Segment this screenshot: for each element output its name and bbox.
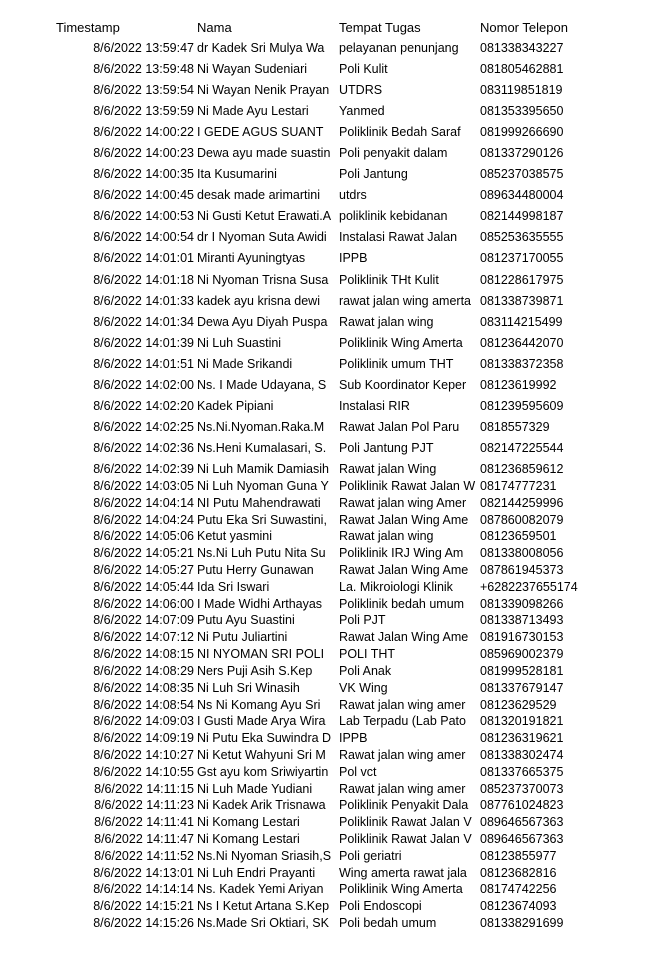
cell-nama: I Made Widhi Arthayas bbox=[197, 597, 323, 611]
cell-tempat-tugas: Poli geriatri bbox=[339, 849, 402, 863]
header-timestamp: Timestamp bbox=[56, 20, 120, 35]
cell-nama: Putu Herry Gunawan bbox=[197, 563, 314, 577]
cell-nama: Gst ayu kom Sriwiyartin bbox=[197, 765, 329, 779]
cell-nama: Ni Made Srikandi bbox=[197, 357, 293, 371]
cell-tempat-tugas: POLI THT bbox=[339, 647, 396, 661]
cell-tempat-tugas: UTDRS bbox=[339, 83, 383, 97]
cell-nama: Ni Luh Mamik Damiasih bbox=[197, 462, 329, 476]
cell-nomor-telepon: 081337679147 bbox=[480, 681, 564, 695]
cell-timestamp: 8/6/2022 14:08:54 bbox=[93, 698, 194, 712]
cell-nomor-telepon: 082144998187 bbox=[480, 209, 564, 223]
cell-nama: Ns. I Made Udayana, S bbox=[197, 378, 327, 392]
cell-timestamp: 8/6/2022 14:11:47 bbox=[94, 832, 194, 846]
cell-nomor-telepon: 081999266690 bbox=[480, 125, 564, 139]
cell-timestamp: 8/6/2022 14:05:27 bbox=[93, 563, 194, 577]
cell-nama: Ni Luh Nyoman Guna Y bbox=[197, 479, 329, 493]
cell-nomor-telepon: 085237038575 bbox=[480, 167, 564, 181]
cell-nama: dr Kadek Sri Mulya Wa bbox=[197, 41, 325, 55]
cell-tempat-tugas: Poli Kulit bbox=[339, 62, 388, 76]
cell-timestamp: 8/6/2022 14:02:00 bbox=[93, 378, 194, 392]
cell-nomor-telepon: 085253635555 bbox=[480, 230, 564, 244]
cell-nomor-telepon: 081338739871 bbox=[480, 294, 564, 308]
cell-tempat-tugas: Rawat jalan wing amer bbox=[339, 698, 466, 712]
cell-nama: Ns.Ni.Nyoman.Raka.M bbox=[197, 420, 325, 434]
cell-timestamp: 8/6/2022 14:11:23 bbox=[94, 798, 194, 812]
cell-nomor-telepon: 08185573​29 bbox=[480, 420, 550, 434]
cell-tempat-tugas: utdrs bbox=[339, 188, 367, 202]
cell-nomor-telepon: 083119851819 bbox=[480, 83, 563, 97]
header-nama: Nama bbox=[197, 20, 232, 35]
cell-timestamp: 8/6/2022 14:15:21 bbox=[93, 899, 194, 913]
cell-nomor-telepon: 087861945373 bbox=[480, 563, 564, 577]
cell-nama: Dewa ayu made suastin bbox=[197, 146, 331, 160]
cell-nomor-telepon: 087761024823 bbox=[480, 798, 564, 812]
cell-tempat-tugas: Pol vct bbox=[339, 765, 377, 779]
cell-nama: Ni Putu Juliartini bbox=[197, 630, 288, 644]
header-tempat-tugas: Tempat Tugas bbox=[339, 20, 421, 35]
cell-nama: Ni Kadek Arik Trisnawa bbox=[197, 798, 326, 812]
cell-nomor-telepon: 083114215499 bbox=[480, 315, 563, 329]
cell-nama: Dewa Ayu Diyah Puspa bbox=[197, 315, 328, 329]
cell-tempat-tugas: poliklinik kebidanan bbox=[339, 209, 448, 223]
cell-nama: Ni Luh Sri Winasih bbox=[197, 681, 300, 695]
cell-timestamp: 8/6/2022 14:08:35 bbox=[93, 681, 194, 695]
cell-timestamp: 8/6/2022 13:59:48 bbox=[93, 62, 194, 76]
cell-timestamp: 8/6/2022 14:10:55 bbox=[93, 765, 194, 779]
cell-nomor-telepon: 081339098266 bbox=[480, 597, 564, 611]
cell-timestamp: 8/6/2022 14:03:05 bbox=[93, 479, 194, 493]
cell-timestamp: 8/6/2022 14:01:34 bbox=[93, 315, 194, 329]
cell-timestamp: 8/6/2022 14:00:22 bbox=[93, 125, 194, 139]
cell-tempat-tugas: IPPB bbox=[339, 251, 368, 265]
cell-tempat-tugas: Poliklinik Rawat Jalan W bbox=[339, 479, 476, 493]
cell-nama: Ni Wayan Sudeniari bbox=[197, 62, 308, 76]
cell-timestamp: 8/6/2022 14:04:24 bbox=[93, 513, 194, 527]
cell-timestamp: 8/6/2022 14:08:15 bbox=[93, 647, 194, 661]
cell-nama: Ni Ketut Wahyuni Sri M bbox=[197, 748, 326, 762]
cell-tempat-tugas: Rawat jalan wing amer bbox=[339, 748, 466, 762]
cell-nomor-telepon: 08123855977 bbox=[480, 849, 557, 863]
cell-tempat-tugas: Poli Jantung bbox=[339, 167, 408, 181]
cell-nomor-telepon: 08123631​9621 bbox=[480, 731, 564, 745]
cell-tempat-tugas: Rawat jalan Wing bbox=[339, 462, 437, 476]
cell-nama: Ni Luh Suastini bbox=[197, 336, 282, 350]
cell-nama: Ni Komang Lestari bbox=[197, 815, 300, 829]
cell-timestamp: 8/6/2022 14:02:39 bbox=[93, 462, 194, 476]
cell-timestamp: 8/6/2022 14:04:14 bbox=[93, 496, 194, 510]
cell-tempat-tugas: Poliklinik THt Kulit bbox=[339, 273, 439, 287]
cell-timestamp: 8/6/2022 14:02:20 bbox=[93, 399, 194, 413]
cell-timestamp: 8/6/2022 14:09:19 bbox=[93, 731, 194, 745]
cell-timestamp: 8/6/2022 14:01:18 bbox=[93, 273, 194, 287]
cell-nama: Putu Eka Sri Suwastini, bbox=[197, 513, 327, 527]
cell-nomor-telepon: 08123619992 bbox=[480, 378, 557, 392]
cell-tempat-tugas: Instalasi RIR bbox=[339, 399, 410, 413]
cell-nomor-telepon: 081338291699 bbox=[480, 916, 564, 930]
cell-nomor-telepon: 089646567363 bbox=[480, 832, 564, 846]
cell-nomor-telepon: 089646567363 bbox=[480, 815, 564, 829]
cell-nama: Ida Sri Iswari bbox=[197, 580, 270, 594]
cell-timestamp: 8/6/2022 14:09:03 bbox=[93, 714, 194, 728]
cell-timestamp: 8/6/2022 14:01:39 bbox=[93, 336, 194, 350]
cell-nama: Ns.Made Sri Oktiari, SK bbox=[197, 916, 329, 930]
cell-nama: Ni Nyoman Trisna Susa bbox=[197, 273, 329, 287]
cell-tempat-tugas: Poli Jantung PJT bbox=[339, 441, 434, 455]
cell-tempat-tugas: Rawat jalan wing amer bbox=[339, 782, 466, 796]
cell-nama: Ni Gusti Ketut Erawati.A bbox=[197, 209, 332, 223]
cell-nama: Ners Puji Asih S.Kep bbox=[197, 664, 313, 678]
cell-nomor-telepon: 081916730153 bbox=[480, 630, 564, 644]
cell-nama: desak made arimartini bbox=[197, 188, 320, 202]
cell-tempat-tugas: Rawat Jalan Wing Ame bbox=[339, 630, 469, 644]
header-nomor-telepon: Nomor Telepon bbox=[480, 20, 568, 35]
cell-nama: Ns Ni Komang Ayu Sri bbox=[197, 698, 321, 712]
cell-timestamp: 8/6/2022 14:00:53 bbox=[93, 209, 194, 223]
cell-timestamp: 8/6/2022 14:07:09 bbox=[93, 613, 194, 627]
cell-nama: Putu Ayu Suastini bbox=[197, 613, 295, 627]
cell-timestamp: 8/6/2022 13:59:54 bbox=[93, 83, 194, 97]
cell-tempat-tugas: Wing amerta rawat jala bbox=[339, 866, 467, 880]
cell-nomor-telepon: 081237170055 bbox=[480, 251, 564, 265]
cell-timestamp: 8/6/2022 14:14:14 bbox=[93, 882, 194, 896]
cell-timestamp: 8/6/2022 14:00:54 bbox=[93, 230, 194, 244]
cell-nomor-telepon: 081236442070 bbox=[480, 336, 564, 350]
cell-timestamp: 8/6/2022 13:59:59 bbox=[93, 104, 194, 118]
cell-timestamp: 8/6/2022 14:01:51 bbox=[93, 357, 194, 371]
cell-nama: kadek ayu krisna dewi bbox=[197, 294, 320, 308]
cell-nama: Ni Komang Lestari bbox=[197, 832, 300, 846]
cell-tempat-tugas: pelayanan penunjang bbox=[339, 41, 459, 55]
cell-tempat-tugas: Poliklinik IRJ Wing Am bbox=[339, 546, 464, 560]
cell-nama: Ni Made Ayu Lestari bbox=[197, 104, 309, 118]
cell-nama: Ni Putu Eka Suwindra D bbox=[197, 731, 332, 745]
cell-timestamp: 8/6/2022 14:02:25 bbox=[93, 420, 194, 434]
cell-nama: Ketut yasmini bbox=[197, 529, 273, 543]
cell-tempat-tugas: Poli Anak bbox=[339, 664, 392, 678]
cell-tempat-tugas: Poliklinik Bedah Saraf bbox=[339, 125, 461, 139]
cell-tempat-tugas: Poliklinik Rawat Jalan V bbox=[339, 815, 472, 829]
cell-timestamp: 8/6/2022 14:05:44 bbox=[93, 580, 194, 594]
cell-tempat-tugas: Rawat jalan wing Amer bbox=[339, 496, 467, 510]
cell-nama: Miranti Ayuningtyas bbox=[197, 251, 306, 265]
cell-nomor-telepon: 085237370073 bbox=[480, 782, 564, 796]
cell-tempat-tugas: Rawat Jalan Wing Ame bbox=[339, 513, 469, 527]
cell-nomor-telepon: 08123659501 bbox=[480, 529, 557, 543]
cell-tempat-tugas: Sub Koordinator Keper bbox=[339, 378, 467, 392]
cell-timestamp: 8/6/2022 14:08:29 bbox=[93, 664, 194, 678]
cell-tempat-tugas: rawat jalan wing amerta bbox=[339, 294, 472, 308]
cell-nama: Ns I Ketut Artana S.Kep bbox=[197, 899, 330, 913]
cell-nama: Ns.Ni Luh Putu Nita Su bbox=[197, 546, 326, 560]
cell-tempat-tugas: Poliklinik umum THT bbox=[339, 357, 454, 371]
cell-timestamp: 8/6/2022 14:07:12 bbox=[93, 630, 194, 644]
cell-timestamp: 8/6/2022 14:02:36 bbox=[93, 441, 194, 455]
cell-nama: Ni Wayan Nenik Prayan bbox=[197, 83, 330, 97]
cell-nama: Ns.Heni Kumalasari, S. bbox=[197, 441, 327, 455]
cell-nomor-telepon: 081337290126 bbox=[480, 146, 564, 160]
cell-nomor-telepon: 089634480004 bbox=[480, 188, 564, 202]
cell-nama: dr I Nyoman Suta Awidi bbox=[197, 230, 327, 244]
cell-tempat-tugas: VK Wing bbox=[339, 681, 388, 695]
cell-nama: Ns.Ni Nyoman Sriasih,S bbox=[197, 849, 332, 863]
cell-tempat-tugas: Poliklinik Penyakit Dala bbox=[339, 798, 469, 812]
cell-timestamp: 8/6/2022 14:00:35 bbox=[93, 167, 194, 181]
cell-tempat-tugas: Poliklinik bedah umum bbox=[339, 597, 465, 611]
cell-nomor-telepon: 081338713493 bbox=[480, 613, 564, 627]
cell-nomor-telepon: 081338372358 bbox=[480, 357, 564, 371]
cell-tempat-tugas: Poliklinik Wing Amerta bbox=[339, 336, 463, 350]
cell-timestamp: 8/6/2022 14:06:00 bbox=[93, 597, 194, 611]
cell-nomor-telepon: 081337665375 bbox=[480, 765, 564, 779]
cell-nama: Ita Kusumarini bbox=[197, 167, 277, 181]
cell-tempat-tugas: Rawat jalan wing bbox=[339, 315, 434, 329]
cell-nomor-telepon: 087860082079 bbox=[480, 513, 564, 527]
cell-timestamp: 8/6/2022 14:01:01 bbox=[93, 251, 194, 265]
cell-tempat-tugas: Yanmed bbox=[339, 104, 385, 118]
cell-timestamp: 8/6/2022 14:10:27 bbox=[93, 748, 194, 762]
cell-tempat-tugas: Instalasi Rawat Jalan bbox=[339, 230, 458, 244]
cell-nama: NI Putu Mahendrawati bbox=[197, 496, 321, 510]
cell-nama: I Gusti Made Arya Wira bbox=[197, 714, 326, 728]
cell-tempat-tugas: Lab Terpadu (Lab Pato bbox=[339, 714, 466, 728]
cell-timestamp: 8/6/2022 14:05:21 bbox=[93, 546, 194, 560]
cell-tempat-tugas: Poli bedah umum bbox=[339, 916, 437, 930]
cell-tempat-tugas: Poli PJT bbox=[339, 613, 386, 627]
cell-nomor-telepon: 081353395650 bbox=[480, 104, 564, 118]
cell-tempat-tugas: Rawat Jalan Pol Paru bbox=[339, 420, 460, 434]
cell-timestamp: 8/6/2022 14:01:33 bbox=[93, 294, 194, 308]
cell-timestamp: 8/6/2022 14:11:52 bbox=[94, 849, 194, 863]
cell-nomor-telepon: 08123682816 bbox=[480, 866, 557, 880]
cell-tempat-tugas: Poliklinik Wing Amerta bbox=[339, 882, 463, 896]
cell-nomor-telepon: 082144259996 bbox=[480, 496, 564, 510]
cell-nama: Kadek Pipiani bbox=[197, 399, 274, 413]
cell-nama: NI NYOMAN SRI POLI bbox=[197, 647, 325, 661]
cell-nama: Ns. Kadek Yemi Ariyan bbox=[197, 882, 324, 896]
cell-nomor-telepon: 081320191821 bbox=[480, 714, 564, 728]
cell-nama: I GEDE AGUS SUANT bbox=[197, 125, 324, 139]
cell-timestamp: 8/6/2022 14:00:23 bbox=[93, 146, 194, 160]
cell-nomor-telepon: 081338343227 bbox=[480, 41, 564, 55]
cell-timestamp: 8/6/2022 14:05:06 bbox=[93, 529, 194, 543]
cell-nomor-telepon: 08174777231 bbox=[480, 479, 557, 493]
cell-tempat-tugas: Rawat jalan wing bbox=[339, 529, 434, 543]
cell-nomor-telepon: 081338008056 bbox=[480, 546, 564, 560]
cell-nama: Ni Luh Endri Prayanti bbox=[197, 866, 316, 880]
cell-nomor-telepon: +6282237655174 bbox=[480, 580, 578, 594]
cell-nomor-telepon: 081236859612 bbox=[480, 462, 564, 476]
cell-timestamp: 8/6/2022 14:11:41 bbox=[94, 815, 194, 829]
cell-tempat-tugas: Poli Endoscopi bbox=[339, 899, 422, 913]
cell-timestamp: 8/6/2022 14:13:01 bbox=[93, 866, 194, 880]
cell-nomor-telepon: 08123674093 bbox=[480, 899, 557, 913]
cell-timestamp: 8/6/2022 14:00:45 bbox=[93, 188, 194, 202]
cell-tempat-tugas: IPPB bbox=[339, 731, 368, 745]
cell-tempat-tugas: La. Mikroiologi Klinik bbox=[339, 580, 453, 594]
cell-nomor-telepon: 08123629529 bbox=[480, 698, 557, 712]
cell-tempat-tugas: Poli penyakit dalam bbox=[339, 146, 448, 160]
cell-nomor-telepon: 085969002379 bbox=[480, 647, 564, 661]
cell-nomor-telepon: 081805462881 bbox=[480, 62, 564, 76]
cell-nama: Ni Luh Made Yudiani bbox=[197, 782, 313, 796]
cell-nomor-telepon: 08174742256 bbox=[480, 882, 557, 896]
cell-nomor-telepon: 081999528181 bbox=[480, 664, 564, 678]
cell-tempat-tugas: Rawat Jalan Wing Ame bbox=[339, 563, 469, 577]
cell-timestamp: 8/6/2022 13:59:47 bbox=[93, 41, 194, 55]
cell-nomor-telepon: 082147225544 bbox=[480, 441, 564, 455]
cell-nomor-telepon: 081239595609 bbox=[480, 399, 564, 413]
cell-nomor-telepon: 081338302474 bbox=[480, 748, 564, 762]
cell-timestamp: 8/6/2022 14:11:15 bbox=[94, 782, 194, 796]
cell-nomor-telepon: 081228617975 bbox=[480, 273, 564, 287]
cell-tempat-tugas: Poliklinik Rawat Jalan V bbox=[339, 832, 472, 846]
cell-timestamp: 8/6/2022 14:15:26 bbox=[93, 916, 194, 930]
